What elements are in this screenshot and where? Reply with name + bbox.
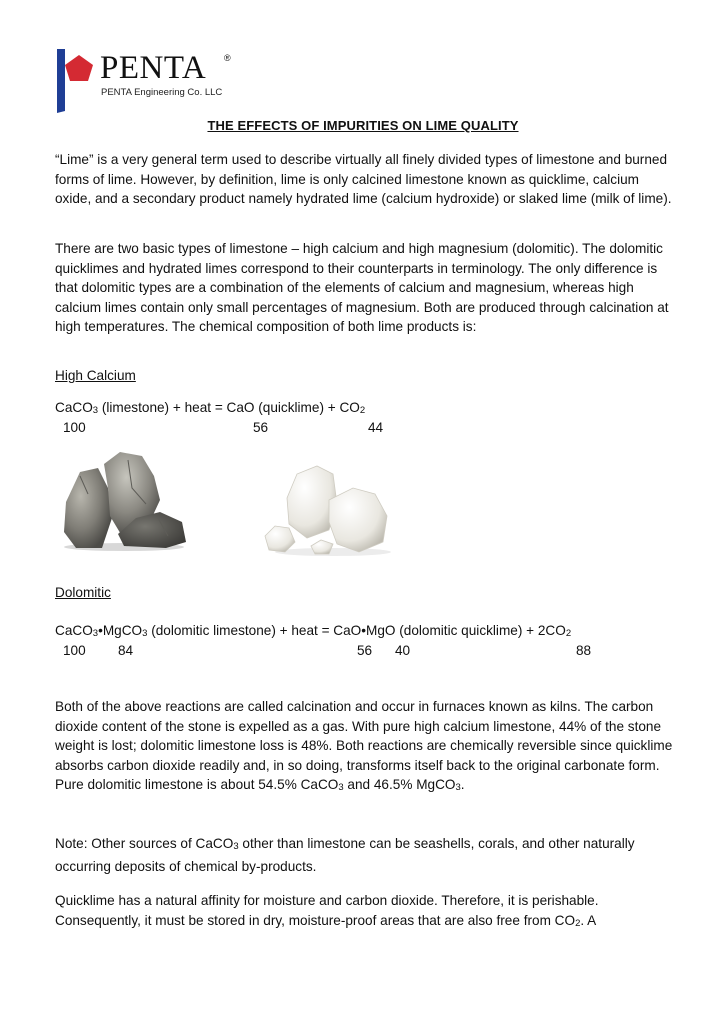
company-name: PENTA bbox=[100, 50, 207, 86]
dolomitic-equation: CaCO$_3$•MgCO$_3$ (dolomitic limestone) + heat = CaO•MgO (dolomitic quicklime) + $2CO_2$ bbox=[55, 623, 572, 639]
dolomitic-heading: Dolomitic bbox=[55, 585, 111, 600]
weight-caco3-dolomitic: 100 bbox=[63, 643, 86, 658]
weight-cao: 56 bbox=[253, 420, 269, 435]
penta-logo-icon bbox=[56, 47, 102, 113]
weight-cao-dolomitic: 56 bbox=[357, 643, 373, 658]
weight-co2: 44 bbox=[368, 420, 384, 435]
weight-2co2: 88 bbox=[576, 643, 592, 658]
weight-caco3: 100 bbox=[63, 420, 86, 435]
high-calcium-heading: High Calcium bbox=[55, 368, 136, 383]
company-logo bbox=[56, 47, 256, 117]
document-title: THE EFFECTS OF IMPURITIES ON LIME QUALITY bbox=[207, 118, 519, 133]
weight-mgo: 40 bbox=[395, 643, 411, 658]
high-calcium-equation: CaCO$_3$ (limestone) + heat = CaO (quicklime) + $CO_2$ bbox=[55, 400, 366, 416]
limestone-rocks-image bbox=[58, 448, 190, 552]
registered-mark: ® bbox=[224, 53, 231, 63]
paragraph-quicklime-storage: Quicklime has a natural affinity for moisture and carbon dioxide. Therefore, it is perishable. Consequently, it must be stored in dry, moisture-proof areas that are also free from $CO_2$. A bbox=[55, 893, 599, 929]
company-subtitle: PENTA Engineering Co. LLC bbox=[101, 87, 223, 98]
paragraph-intro: “Lime” is a very general term used to describe virtually all finely divided types of limestone and burned forms of lime. However, by definition, lime is only calcined limestone known as quicklime, calcium oxide, and a secondary product namely hydrated lime (calcium hydroxide) or slaked lime (milk of lime). bbox=[55, 152, 672, 206]
paragraph-calcination: Both of the above reactions are called calcination and occur in furnaces known as kilns. The carbon dioxide content of the stone is expelled as a gas. With pure high calcium limestone, 44% of the stone weight is lost; dolomitic limestone loss is 48%. Both reactions are chemically reversible since quicklime absorbs carbon dioxide readily and, in so doing, transforms itself back to the original carbonate form. Pure dolomitic limestone is about 54.5% CaCO$_3$ and 46.5% MgCO$_3$. bbox=[55, 699, 673, 793]
quicklime-lumps-image bbox=[263, 460, 393, 556]
weight-mgco3: 84 bbox=[118, 643, 134, 658]
paragraph-note: Note: Other sources of CaCO$_3$ other than limestone can be seashells, corals, and other naturally occurring deposits of chemical by-products. bbox=[55, 836, 635, 874]
paragraph-limestone-types: There are two basic types of limestone – high calcium and high magnesium (dolomitic). The dolomitic quicklimes and hydrated limes correspond to their counterparts in terminology. The only difference is that dolomitic types are a combination of the elements of calcium and magnesium, whereas high calcium limes contain only small percentages of magnesium. Both are produced through calcination at high temperatures. The chemical composition of both lime products is: bbox=[55, 241, 669, 334]
